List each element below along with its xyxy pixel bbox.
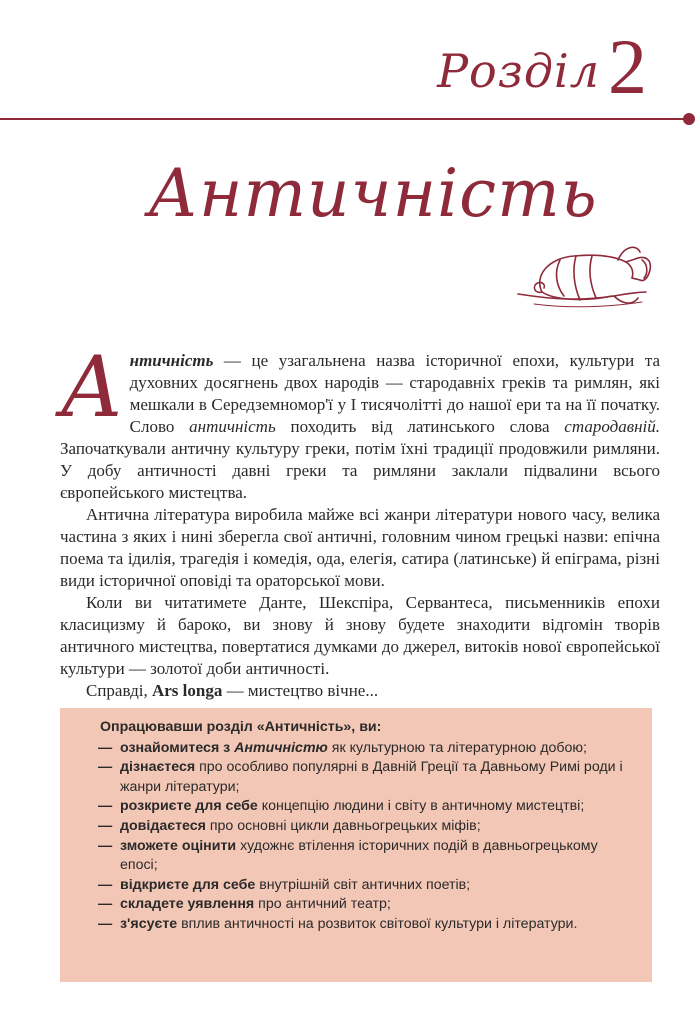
drop-cap: А <box>60 338 124 436</box>
objective-item <box>100 797 630 817</box>
objective-keyword: з'ясуєте <box>120 915 178 932</box>
objective-keyword: відкриєте для себе <box>120 876 256 893</box>
amphora-icon <box>514 236 664 346</box>
objective-keyword: складете уявлення <box>120 896 255 913</box>
objective-text: концепцію людини і світу в античному мистецтві; <box>257 798 585 815</box>
intro-p4-part-b: — мистецтво вічне... <box>222 681 379 700</box>
objectives-list <box>100 739 630 935</box>
objective-text: про основні цикли давньогрецьких міфів; <box>205 817 481 834</box>
objective-item <box>100 739 630 759</box>
intro-p1-term: античність <box>189 417 276 436</box>
chapter-number: 2 <box>608 23 648 110</box>
intro-text <box>60 338 660 702</box>
objective-text: внутрішній світ античних поетів; <box>255 876 471 893</box>
intro-p1-part-b: походить від латинського слова <box>275 417 565 436</box>
intro-paragraph-3: Коли ви читатимете Данте, Шекспіра, Сервантеса, письменників епохи класицизму й бароко, ви знову й знову будете знаходити відгомін творів античного мистецтва, повертатися думками до джерел, витоків нової європейської культури — золотої доби античності. <box>60 593 660 678</box>
chapter-label <box>437 22 648 112</box>
intro-p4-latin: Ars longa <box>151 681 223 700</box>
objective-text: вплив античності на розвиток світової культури і літератури. <box>177 915 578 932</box>
objective-keyword: ознайомитеся з <box>120 739 235 756</box>
header-rule-dot <box>683 113 695 125</box>
objective-item <box>100 758 630 797</box>
objective-keyword: розкриєте для себе <box>120 798 258 815</box>
objective-keyword-italic: Античністю <box>234 739 328 756</box>
chapter-header <box>0 0 700 130</box>
objective-text: художнє втілення історичних подій в давньогрецькому епосі; <box>120 837 598 874</box>
objective-item <box>100 915 630 935</box>
header-rule <box>0 118 690 120</box>
intro-p1-term2: стародавній. <box>564 417 660 436</box>
objective-keyword: довідаєтеся <box>120 817 206 834</box>
objective-item <box>100 895 630 915</box>
intro-p1-part-a: — це узагальнена назва історичної епохи, культури та духовних досягнень двох народів — стародавніх греків та римлян, які мешкали в Середземномор'ї у I тисячолітті до нашої ери та на її початку. Слово <box>129 351 660 436</box>
objectives-box <box>60 708 652 982</box>
intro-p4-part-a: Справді, <box>86 681 152 700</box>
objective-keyword: зможете оцінити <box>120 837 237 854</box>
objective-text: як культурною та літературною добою; <box>327 739 587 756</box>
intro-p1-part-c: Започаткували античну культуру греки, потім їхні традиції продовжили римляни. У добу античності давні греки та римляни заклали підвалини всього європейського мистецтва. <box>60 439 660 502</box>
objective-item <box>100 876 630 896</box>
intro-paragraph-2: Антична література виробила майже всі жанри літератури нового часу, велика частина з яких і нині зберегла свої античні, головним чином грецькі назви: епічна поема та ідилія, трагедія і комедія, ода, елегія, сатира (латинське) й епіграма, різні види історичної оповіді та ораторської мови. <box>60 505 660 590</box>
objective-keyword: дізнаєтеся <box>120 759 196 776</box>
page-title: Античність <box>148 155 598 232</box>
objective-item <box>100 817 630 837</box>
objectives-heading: Опрацювавши розділ «Античність», ви: <box>100 719 382 735</box>
intro-paragraph-1 <box>60 338 660 504</box>
chapter-word: Розділ <box>437 44 600 98</box>
objective-item <box>100 837 630 876</box>
intro-paragraph-4 <box>60 680 660 702</box>
objective-text: про античний театр; <box>254 896 391 913</box>
objective-text: про особливо популярні в Давній Греції та Давньому Римі роди і жанри літератури; <box>120 759 623 795</box>
lead-term: нтичність <box>129 351 214 370</box>
